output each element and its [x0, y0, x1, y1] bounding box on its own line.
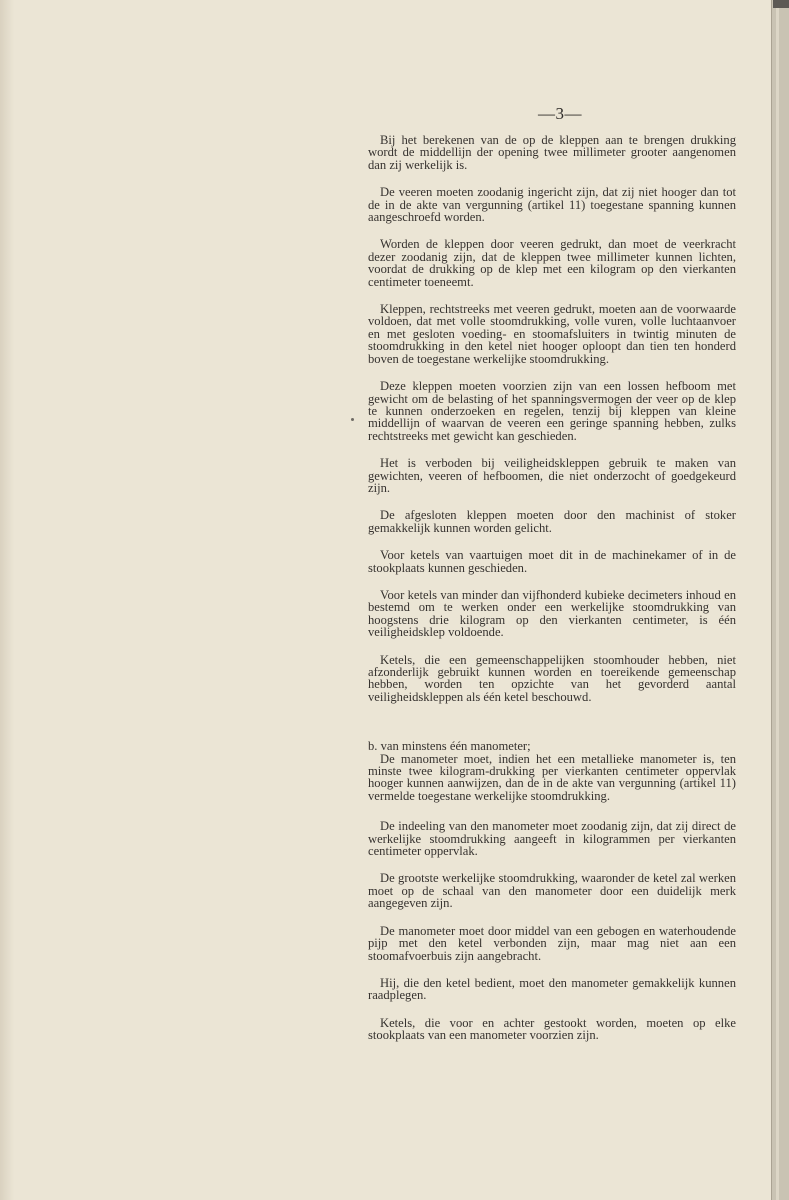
corner-mark	[773, 0, 789, 8]
paragraph: De indeeling van den manometer moet zoodanig zijn, dat zij direct de werkelijke stoomdrukking aangeeft in kilogrammen per vierkanten centimeter oppervlak.	[368, 819, 736, 859]
paragraph: De afgesloten kleppen moeten door den machinist of stoker gemakkelijk kunnen worden gelicht.	[368, 508, 736, 535]
paragraph: Hij, die den ketel bedient, moet den manometer gemakkelijk kunnen raadplegen.	[368, 975, 736, 1003]
paragraph: Bij het berekenen van de op de kleppen aan te brengen drukking wordt de middellijn der opening twee millimeter grooter aangenomen dan zij werkelijk is.	[368, 133, 736, 172]
section-b-heading: b. van minstens één manometer;	[368, 739, 531, 754]
margin-dot	[351, 418, 354, 421]
paragraph: De manometer moet, indien het een metallieke manometer is, ten minste twee kilogram-drukking per vierkanten centimeter oppervlak hooger kunnen aanwijzen, dan de in de akte van vergunning (artikel 11) vermelde toegestane werkelijke stoomdrukking.	[368, 751, 736, 803]
paragraph: Ketels, die een gemeenschappelijken stoomhouder hebben, niet afzonderlijk gebruikt kunnen worden en toereikende gemeenschap hebben, worden ten opzichte van het gevorderd aantal veiligheidskleppen als één ketel beschouwd.	[368, 652, 736, 704]
paragraph: Worden de kleppen door veeren gedrukt, dan moet de veerkracht dezer zoodanig zijn, dat de kleppen twee millimeter kunnen lichten, voordat de drukking op de klep met een kilogram op den vierkanten centimeter toeneemt.	[368, 237, 736, 289]
paragraph: De veeren moeten zoodanig ingericht zijn, dat zij niet hooger dan tot de in de akte van vergunning (artikel 11) toegestane spanning kunnen aangeschroefd worden.	[368, 185, 736, 225]
paragraph: Voor ketels van minder dan vijfhonderd kubieke decimeters inhoud en bestemd om te werken onder een werkelijke stoomdrukking van hoogstens drie kilogram op den vierkanten centimeter, is één veiligheidsklep voldoende.	[368, 587, 736, 640]
paragraph: Het is verboden bij veiligheidskleppen gebruik te maken van gewichten, veeren of hefboomen, die niet onderzocht of goedgekeurd zijn.	[368, 456, 736, 495]
paragraph: Voor ketels van vaartuigen moet dit in de machinekamer of in de stookplaats kunnen geschieden.	[368, 548, 736, 575]
paragraph: De grootste werkelijke stoomdrukking, waaronder de ketel zal werken moet op de schaal van den manometer door een duidelijk merk aangegeven zijn.	[368, 871, 736, 911]
page-number: —3—	[538, 104, 582, 123]
paragraph: Deze kleppen moeten voorzien zijn van een lossen hefboom met gewicht om de belasting of het spanningsvermogen der veer op de klep te kunnen onderzoeken en regelen, tenzij bij kleppen van kleine middellijn of waarvan de veeren een geringe spanning hebben, zulks rechtstreeks met gewicht kan geschieden.	[368, 379, 736, 443]
page-edge-highlight	[776, 0, 779, 1200]
paragraph: De manometer moet door middel van een gebogen en waterhoudende pijp met den ketel verbonden zijn, maar mag niet aan een stoomafvoerbuis zijn aangebracht.	[368, 923, 736, 963]
binding-edge	[0, 0, 14, 1200]
body-text	[368, 134, 736, 1057]
paragraph: Kleppen, rechtstreeks met veeren gedrukt, moeten aan de voorwaarde voldoen, dat met volle stoomdrukking, volle vuren, volle luchtaanvoer en met gesloten voeding- en stoomafsluiters in twintig minuten de stoomdrukking in den ketel niet hooger oploopt dan tien ten honderd boven de toegestane werkelijke stoomdrukking.	[368, 302, 736, 366]
section-gap	[368, 718, 736, 740]
paragraph: Ketels, die voor en achter gestookt worden, moeten op elke stookplaats van een manometer voorzien zijn.	[368, 1015, 736, 1043]
page-edge	[771, 0, 789, 1200]
